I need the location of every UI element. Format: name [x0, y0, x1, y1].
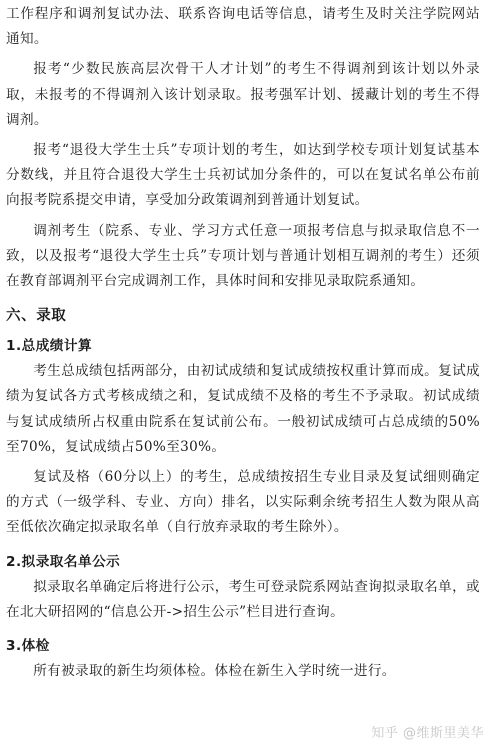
paragraph-public-list: 拟录取名单确定后将进行公示，考生可登录院系网站查询拟录取名单，或在北大研招网的“信息公开->招生公示”栏目进行查询。: [6, 578, 480, 620]
section-title-admission: 六、录取: [6, 308, 67, 325]
paragraph-veteran-plan: 报考“退役大学生士兵”专项计划的考生，如达到学校专项计划复试基本分数线，并且符合退役大学生士兵初试加分条件的，可以在复试名单公布前向报考院系提交申请，享受加分政策调剂到普通计划复试。: [6, 142, 480, 209]
paragraph-minority-plan: 报考“少数民族高层次骨干人才计划”的考生不得调剂到该计划以外录取，未报考的不得调剂入该计划录取。报考强军计划、援藏计划的考生不得调剂。: [6, 61, 480, 128]
paragraph-adjustment: 调剂考生（院系、专业、学习方式任意一项报考信息与拟录取信息不一致，以及报考“退役大学生士兵”专项计划与普通计划相互调剂的考生）还须在教育部调剂平台完成调剂工作，具体时间和安排见录取院系通知。: [6, 222, 480, 290]
paragraph-ranking: 复试及格（60分以上）的考生，总成绩按招生专业目录及复试细则确定的方式（一级学科、专业、方向）排名，以实际剩余统考招生人数为限从高至低依次确定拟录取名单（自行放弃录取的考生除外）。: [6, 469, 480, 536]
subsection-title-medical: 3.体检: [6, 638, 50, 655]
paragraph-medical: 所有被录取的新生均须体检。体检在新生入学时统一进行。: [33, 663, 396, 680]
watermark-text: 知乎 @维斯里美华: [371, 726, 484, 741]
subsection-title-public-list: 2.拟录取名单公示: [6, 553, 121, 570]
watermark: [371, 722, 484, 741]
subsection-title-score: 1.总成绩计算: [6, 338, 93, 355]
paragraph-continuation: 工作程序和调剂复试办法、联系咨询电话等信息，请考生及时关注学院网站通知。: [6, 6, 480, 48]
paragraph-total-score: 考生总成绩包括两部分，由初试成绩和复试成绩按权重计算而成。复试成绩为复试各方式考核成绩之和，复试成绩不及格的考生不予录取。初试成绩与复试成绩所占权重由院系在复试前公布。一般初试成绩可占总成绩的50%至70%，复试成绩占50%至30%。: [6, 363, 480, 455]
